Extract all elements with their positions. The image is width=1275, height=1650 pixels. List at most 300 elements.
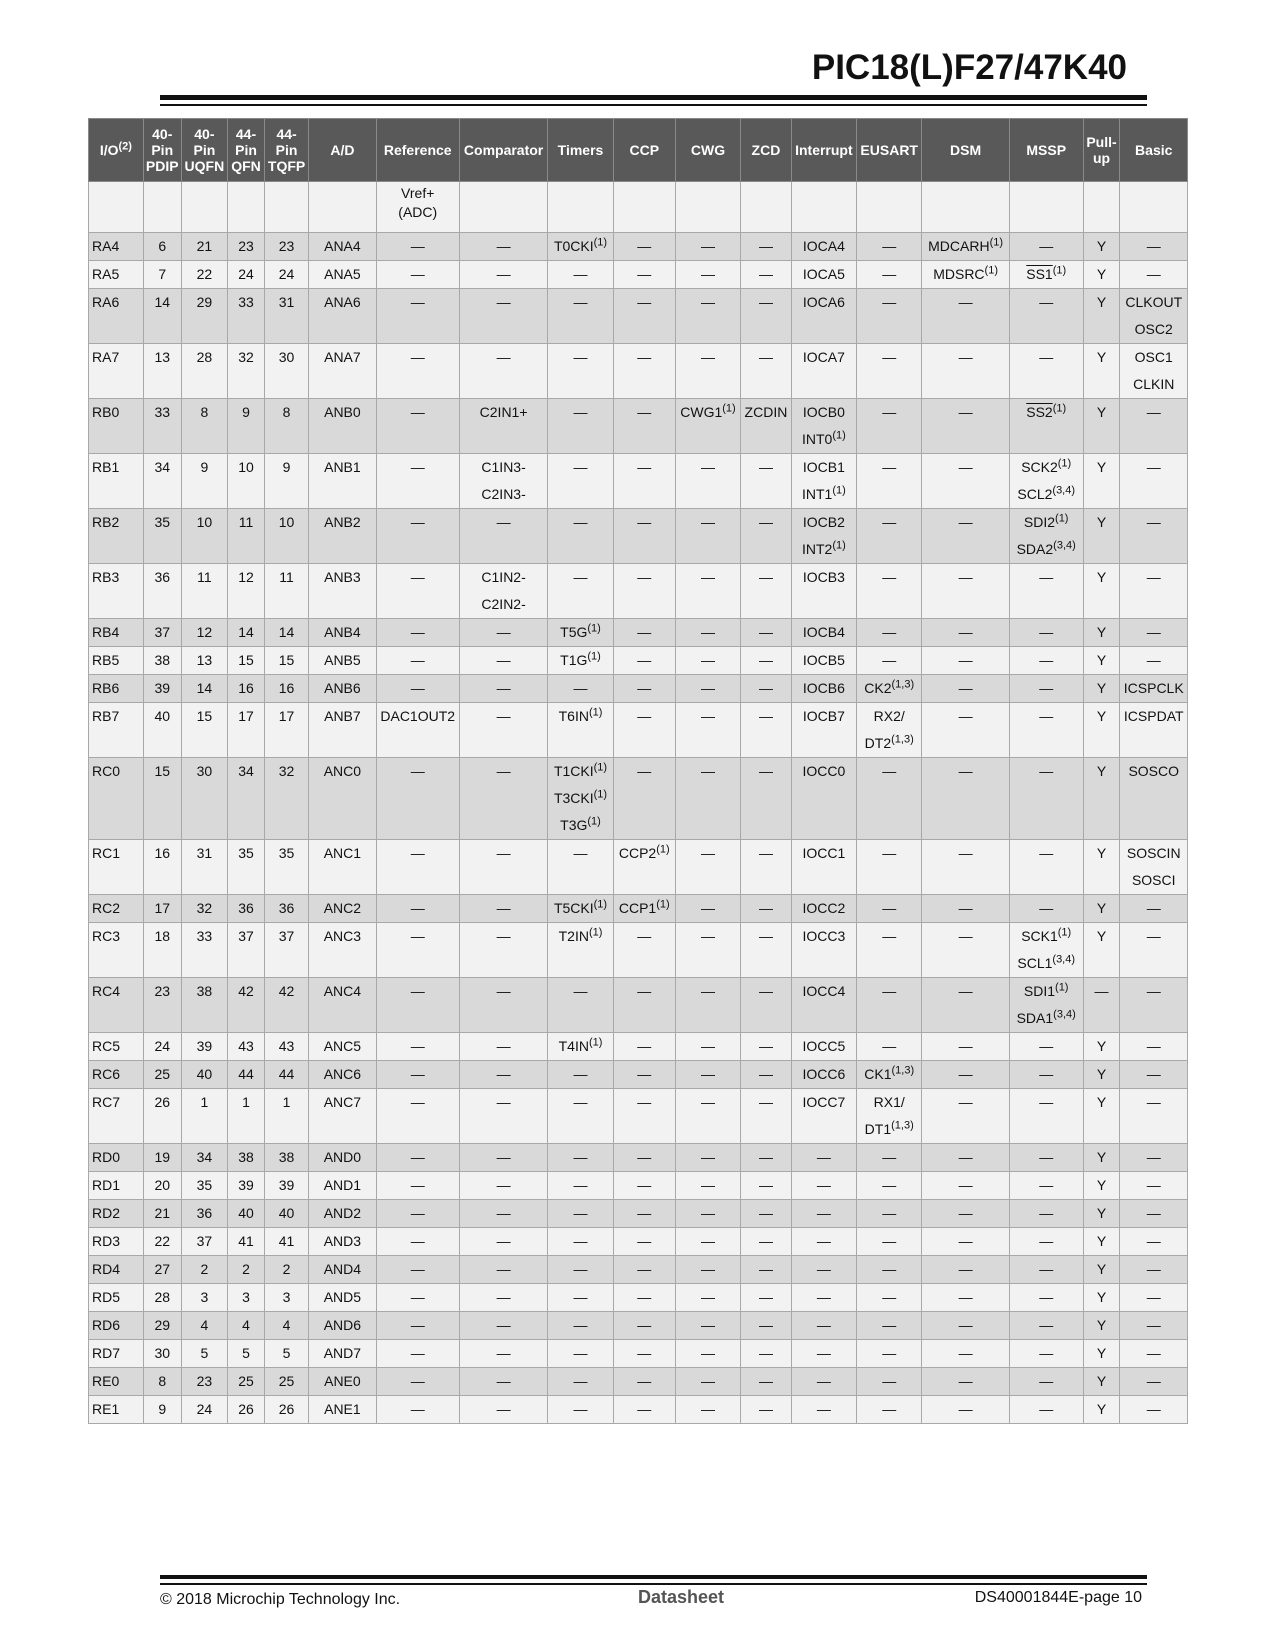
cell-line xyxy=(677,703,739,730)
cell-text: — xyxy=(1146,1317,1161,1333)
table-cell xyxy=(675,647,740,675)
cell-text: — xyxy=(496,652,511,668)
cell-text: — xyxy=(573,1205,588,1221)
cell-line xyxy=(1121,1312,1186,1339)
cell-line xyxy=(1121,703,1186,730)
cell-line xyxy=(1011,1200,1082,1227)
cell-text: — xyxy=(958,652,973,668)
table-cell xyxy=(857,454,922,509)
cell-line xyxy=(1085,233,1119,260)
cell-line xyxy=(677,1200,739,1227)
table-row xyxy=(89,1144,1188,1172)
cell-text: — xyxy=(1039,349,1054,365)
footnote-ref: (3,4) xyxy=(1052,953,1076,966)
table-cell xyxy=(791,647,856,675)
table-cell xyxy=(1009,675,1083,703)
table-cell xyxy=(1009,1033,1083,1061)
cell-text: — xyxy=(410,1401,425,1417)
cell-line xyxy=(742,895,790,922)
cell-text: — xyxy=(700,1038,715,1054)
table-cell xyxy=(548,1033,613,1061)
cell-text: 39 xyxy=(278,1177,295,1193)
footnote-ref: (1) xyxy=(989,236,1004,249)
table-cell xyxy=(1120,564,1188,619)
cell-text: T5G xyxy=(560,624,588,640)
table-cell xyxy=(791,1033,856,1061)
cell-line xyxy=(183,509,226,536)
cell-text: — xyxy=(496,1177,511,1193)
cell-text: — xyxy=(1146,1289,1161,1305)
footnote-ref: (1,3) xyxy=(891,1064,915,1077)
table-cell xyxy=(228,261,265,289)
cell-line xyxy=(1011,1368,1082,1395)
table-cell xyxy=(376,344,459,399)
cell-text: 3 xyxy=(242,1289,250,1305)
cell-text: — xyxy=(637,652,652,668)
cell-line xyxy=(1121,1144,1186,1171)
table-cell xyxy=(143,1396,181,1424)
table-cell xyxy=(613,895,675,923)
cell-line xyxy=(615,1340,674,1367)
cell-text: — xyxy=(573,1289,588,1305)
cell-text: 40 xyxy=(154,708,171,724)
table-cell xyxy=(143,978,181,1033)
cell-text: — xyxy=(958,514,973,530)
cell-line xyxy=(229,647,263,674)
table-cell xyxy=(143,1228,181,1256)
table-cell xyxy=(228,923,265,978)
cell-line xyxy=(266,1089,307,1116)
table-cell xyxy=(376,1033,459,1061)
table-cell xyxy=(143,509,181,564)
cell-text: Y xyxy=(1096,900,1107,916)
cell-line xyxy=(923,399,1007,426)
cell-line xyxy=(1121,344,1186,371)
cell-text: ANC3 xyxy=(323,928,362,944)
table-cell xyxy=(922,454,1009,509)
cell-text: — xyxy=(1039,763,1054,779)
cell-text: — xyxy=(637,569,652,585)
cell-line xyxy=(858,978,920,1005)
table-row xyxy=(89,1368,1188,1396)
table-cell xyxy=(741,564,792,619)
cell-text: 17 xyxy=(278,708,295,724)
table-cell xyxy=(922,1312,1009,1340)
table-cell xyxy=(741,1284,792,1312)
cell-text: — xyxy=(1146,1401,1161,1417)
cell-line xyxy=(1121,1033,1186,1060)
table-cell xyxy=(1120,923,1188,978)
table-cell xyxy=(613,344,675,399)
table-cell xyxy=(613,1228,675,1256)
cell-text: — xyxy=(816,1149,831,1165)
cell-line xyxy=(923,895,1007,922)
pin-name-cell xyxy=(89,1340,144,1368)
cell-line xyxy=(92,399,142,426)
cell-text: 36 xyxy=(238,900,254,916)
table-cell xyxy=(264,1256,308,1284)
pin-name-cell xyxy=(89,895,144,923)
cell-text: Y xyxy=(1096,1401,1107,1417)
table-cell xyxy=(791,1284,856,1312)
cell-text: RD2 xyxy=(92,1205,121,1221)
table-cell xyxy=(791,454,856,509)
table-cell xyxy=(1009,261,1083,289)
cell-text: — xyxy=(958,569,973,585)
cell-line xyxy=(183,399,226,426)
table-cell xyxy=(264,923,308,978)
table-cell xyxy=(309,1312,376,1340)
cell-text: — xyxy=(573,266,588,282)
table-cell xyxy=(459,399,548,454)
table-cell xyxy=(675,1284,740,1312)
cell-line xyxy=(1121,1200,1186,1227)
table-cell xyxy=(143,261,181,289)
cell-text: — xyxy=(958,1205,973,1221)
cell-text: ANB6 xyxy=(324,680,361,696)
cell-line xyxy=(858,289,920,316)
table-cell xyxy=(376,1228,459,1256)
cell-text: 43 xyxy=(278,1038,295,1054)
cell-text: — xyxy=(1039,1401,1054,1417)
cell-line xyxy=(793,1228,855,1255)
table-cell xyxy=(309,1089,376,1144)
cell-line xyxy=(266,619,307,646)
table-cell xyxy=(309,647,376,675)
cell-text: — xyxy=(573,1094,588,1110)
table-cell xyxy=(1120,1144,1188,1172)
cell-text: C2IN3- xyxy=(481,486,526,502)
cell-line xyxy=(378,1172,458,1199)
cell-text: — xyxy=(958,900,973,916)
cell-line xyxy=(229,1228,263,1255)
cell-text: — xyxy=(758,1205,773,1221)
cell-line xyxy=(183,261,226,288)
table-cell xyxy=(181,1284,227,1312)
table-cell xyxy=(857,399,922,454)
cell-text: AND3 xyxy=(323,1233,362,1249)
cell-line xyxy=(92,1172,142,1199)
cell-text: — xyxy=(496,708,511,724)
table-cell xyxy=(741,1256,792,1284)
cell-text: — xyxy=(637,983,652,999)
table-cell xyxy=(675,454,740,509)
cell-line xyxy=(145,1368,180,1395)
cell-line xyxy=(461,344,547,371)
cell-line xyxy=(461,1340,547,1367)
table-cell xyxy=(181,1312,227,1340)
cell-line xyxy=(923,619,1007,646)
cell-text: T6IN xyxy=(558,708,589,724)
cell-line xyxy=(310,564,374,591)
cell-text: 1 xyxy=(200,1094,209,1110)
table-cell xyxy=(181,1368,227,1396)
cell-line xyxy=(677,1033,739,1060)
cell-text: — xyxy=(816,1373,831,1389)
cell-text: 14 xyxy=(196,680,213,696)
cell-line xyxy=(378,675,458,702)
table-cell xyxy=(228,289,265,344)
cell-text: RA4 xyxy=(92,238,120,254)
cell-line xyxy=(677,399,739,426)
footnote-ref: (1) xyxy=(593,898,608,911)
cell-line xyxy=(615,289,674,316)
cell-text: — xyxy=(882,928,897,944)
table-cell xyxy=(922,1256,1009,1284)
cell-text: — xyxy=(410,514,425,530)
cell-line xyxy=(1121,867,1186,894)
cell-line xyxy=(378,840,458,867)
table-cell xyxy=(1083,1172,1120,1200)
cell-text: Y xyxy=(1096,294,1107,310)
cell-line xyxy=(793,619,855,646)
cell-text: Y xyxy=(1096,652,1107,668)
reference-note-row xyxy=(89,182,1188,233)
cell-text: — xyxy=(758,238,773,254)
cell-line xyxy=(677,619,739,646)
table-cell xyxy=(181,840,227,895)
table-cell xyxy=(264,233,308,261)
cell-line xyxy=(310,1089,374,1116)
cell-line xyxy=(793,481,855,508)
table-cell xyxy=(181,454,227,509)
table-cell xyxy=(143,1368,181,1396)
cell-text: — xyxy=(1039,1345,1054,1361)
cell-line xyxy=(378,1033,458,1060)
column-header-text: MSSP xyxy=(1026,142,1067,158)
cell-line xyxy=(266,1061,307,1088)
cell-line xyxy=(1011,1172,1082,1199)
cell-line xyxy=(145,1256,180,1283)
cell-line xyxy=(1011,647,1082,674)
cell-line xyxy=(923,1200,1007,1227)
table-cell xyxy=(1009,758,1083,840)
table-cell xyxy=(376,1396,459,1424)
table-cell xyxy=(459,1089,548,1144)
footnote-ref: (1) xyxy=(588,926,603,939)
table-cell xyxy=(613,1089,675,1144)
table-cell xyxy=(459,289,548,344)
table-cell xyxy=(791,1200,856,1228)
pin-name-cell xyxy=(89,647,144,675)
cell-text: Y xyxy=(1096,928,1107,944)
cell-line xyxy=(615,1033,674,1060)
column-header-text: ZCD xyxy=(751,142,781,158)
cell-text: 2 xyxy=(200,1261,209,1277)
cell-text: IOCB6 xyxy=(802,680,845,696)
cell-text: — xyxy=(573,1177,588,1193)
cell-text: — xyxy=(496,983,511,999)
cell-text: — xyxy=(573,404,588,420)
table-cell xyxy=(1120,895,1188,923)
cell-line xyxy=(549,399,611,426)
table-cell xyxy=(264,840,308,895)
cell-line xyxy=(145,399,180,426)
footnote-ref: (1) xyxy=(593,788,608,801)
cell-line xyxy=(183,703,226,730)
cell-line xyxy=(378,1144,458,1171)
cell-line xyxy=(549,261,611,288)
cell-line xyxy=(1121,923,1186,950)
pin-name-cell xyxy=(89,564,144,619)
cell-text: RB6 xyxy=(92,680,120,696)
table-cell xyxy=(857,1284,922,1312)
cell-line xyxy=(183,1089,226,1116)
table-cell xyxy=(613,289,675,344)
cell-text: — xyxy=(1146,652,1161,668)
cell-text: — xyxy=(573,845,588,861)
cell-line xyxy=(793,399,855,426)
cell-text: — xyxy=(573,349,588,365)
cell-text: 9 xyxy=(158,1401,167,1417)
table-cell xyxy=(309,509,376,564)
table-cell xyxy=(1083,619,1120,647)
cell-text: 10 xyxy=(196,514,213,530)
cell-text: Y xyxy=(1096,1289,1107,1305)
cell-text: 15 xyxy=(196,708,213,724)
cell-line xyxy=(677,978,739,1005)
cell-line xyxy=(923,1312,1007,1339)
cell-text: — xyxy=(758,1401,773,1417)
cell-line xyxy=(461,261,547,288)
table-cell xyxy=(376,978,459,1033)
cell-text: — xyxy=(700,708,715,724)
cell-line xyxy=(92,675,142,702)
table-cell xyxy=(675,233,740,261)
cell-line xyxy=(310,454,374,481)
table-cell xyxy=(1083,840,1120,895)
cell-line xyxy=(793,758,855,785)
cell-line xyxy=(793,289,855,316)
table-cell xyxy=(459,1368,548,1396)
table-cell xyxy=(309,1200,376,1228)
table-cell xyxy=(675,1340,740,1368)
cell-line xyxy=(858,454,920,481)
table-cell xyxy=(1120,454,1188,509)
cell-line xyxy=(1011,1228,1082,1255)
table-row xyxy=(89,1312,1188,1340)
table-row xyxy=(89,1089,1188,1144)
pin-name-cell xyxy=(89,344,144,399)
table-cell xyxy=(857,509,922,564)
cell-text: — xyxy=(637,1066,652,1082)
cell-line xyxy=(229,1396,263,1423)
cell-text: — xyxy=(958,1066,973,1082)
cell-line xyxy=(266,261,307,288)
cell-text: 24 xyxy=(196,1401,213,1417)
cell-line xyxy=(858,1172,920,1199)
table-cell xyxy=(228,399,265,454)
cell-line xyxy=(1085,703,1119,730)
cell-line xyxy=(677,1228,739,1255)
table-cell xyxy=(548,675,613,703)
footnote-ref: (1) xyxy=(1052,402,1067,415)
cell-text: — xyxy=(882,459,897,475)
cell-text: CK2 xyxy=(864,680,892,696)
cell-line xyxy=(742,1312,790,1339)
table-cell xyxy=(1009,978,1083,1033)
cell-line xyxy=(461,1368,547,1395)
table-cell xyxy=(1009,1368,1083,1396)
cell-text: 3 xyxy=(200,1289,209,1305)
cell-line xyxy=(549,1200,611,1227)
table-cell xyxy=(228,1089,265,1144)
cell-text: — xyxy=(958,1094,973,1110)
cell-line xyxy=(183,1033,226,1060)
footnote-ref: (1) xyxy=(588,706,603,719)
cell-text: 32 xyxy=(278,763,295,779)
cell-line xyxy=(858,1200,920,1227)
cell-line xyxy=(615,1061,674,1088)
cell-text: CWG1 xyxy=(680,404,723,420)
cell-line xyxy=(549,1089,611,1116)
cell-text: IOCA5 xyxy=(802,266,845,282)
table-cell xyxy=(1120,840,1188,895)
cell-text: CK1 xyxy=(864,1066,892,1082)
pin-name-cell xyxy=(89,840,144,895)
cell-line xyxy=(183,1256,226,1283)
table-row xyxy=(89,1284,1188,1312)
footnote-ref: (1) xyxy=(656,898,670,911)
table-cell xyxy=(376,840,459,895)
cell-line xyxy=(1085,619,1119,646)
table-cell xyxy=(264,675,308,703)
cell-line xyxy=(266,1172,307,1199)
table-cell xyxy=(791,261,856,289)
cell-text: — xyxy=(496,1289,511,1305)
cell-text: IOCC3 xyxy=(802,928,846,944)
table-cell xyxy=(741,261,792,289)
cell-text: — xyxy=(637,1401,652,1417)
cell-text: — xyxy=(758,1038,773,1054)
cell-text: — xyxy=(637,1373,652,1389)
table-header-row xyxy=(89,119,1188,182)
cell-line xyxy=(742,1200,790,1227)
cell-line xyxy=(266,454,307,481)
table-row xyxy=(89,758,1188,840)
cell-line xyxy=(145,923,180,950)
cell-line xyxy=(742,289,790,316)
cell-text: 14 xyxy=(154,294,171,310)
cell-text: 35 xyxy=(238,845,254,861)
table-cell xyxy=(548,703,613,758)
table-cell xyxy=(613,1172,675,1200)
cell-line xyxy=(549,233,611,260)
table-cell xyxy=(1083,978,1120,1033)
cell-line xyxy=(310,619,374,646)
table-cell xyxy=(309,261,376,289)
cell-line xyxy=(858,1228,920,1255)
table-cell xyxy=(1120,233,1188,261)
cell-text: — xyxy=(573,1233,588,1249)
table-cell xyxy=(791,1396,856,1424)
cell-line xyxy=(461,481,547,508)
table-cell xyxy=(181,399,227,454)
table-cell xyxy=(1009,509,1083,564)
table-cell xyxy=(922,647,1009,675)
cell-text: — xyxy=(1094,983,1109,999)
table-cell xyxy=(181,895,227,923)
cell-line xyxy=(266,509,307,536)
cell-line xyxy=(1121,261,1186,288)
table-cell xyxy=(181,703,227,758)
cell-text: — xyxy=(958,1177,973,1193)
cell-text: 25 xyxy=(154,1066,171,1082)
cell-text: — xyxy=(816,1205,831,1221)
cell-line xyxy=(229,978,263,1005)
cell-text: — xyxy=(700,514,715,530)
table-cell xyxy=(1009,564,1083,619)
